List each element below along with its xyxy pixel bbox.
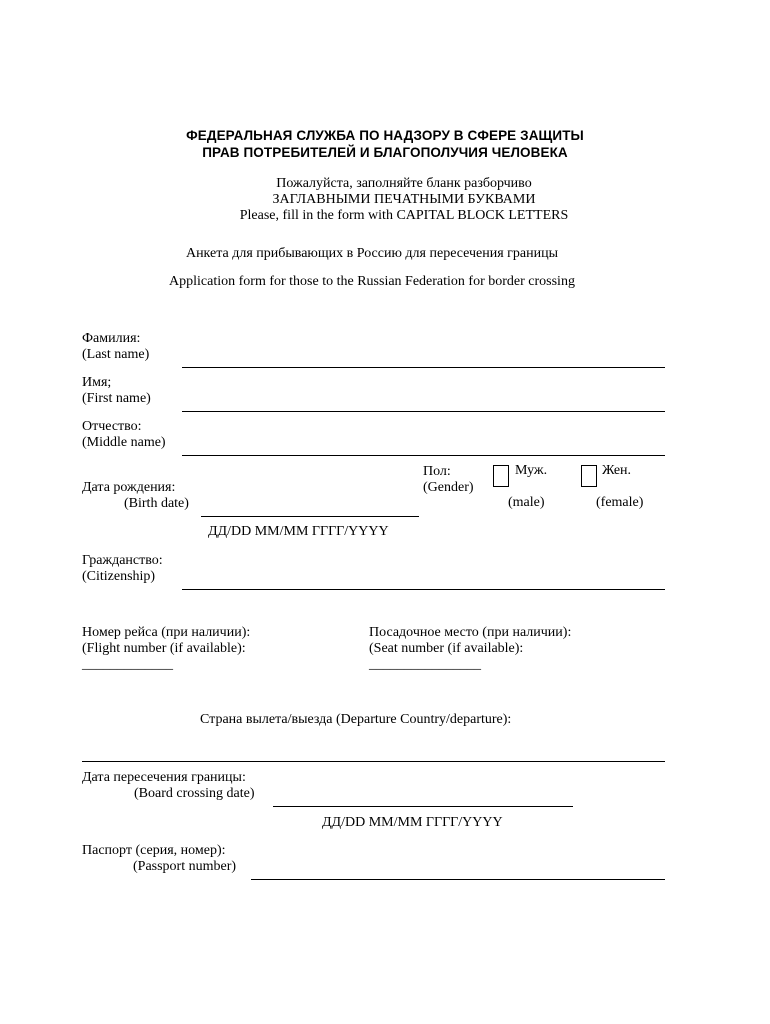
crossing-date-label-en: (Board crossing date) <box>134 786 255 801</box>
passport-label-en: (Passport number) <box>133 859 237 874</box>
first-name-label-en: (First name) <box>82 391 151 406</box>
male-label-en: (male) <box>508 495 545 510</box>
agency-title-line1: ФЕДЕРАЛЬНАЯ СЛУЖБА ПО НАДЗОРУ В СФЕРЕ ЗАЩИТЫ <box>186 128 584 143</box>
birth-date-label-en: (Birth date) <box>124 496 189 511</box>
flight-label-ru: Номер рейса (при наличии): <box>82 625 251 640</box>
male-label-ru: Муж. <box>515 463 548 478</box>
first-name-label-ru: Имя; <box>82 375 112 390</box>
last-name-field[interactable] <box>182 367 665 368</box>
passport-number-field[interactable] <box>251 879 665 880</box>
form-subtitle-en: Application form for those to the Russian Federation for border crossing <box>169 274 575 289</box>
citizenship-field[interactable] <box>182 589 665 590</box>
female-label-ru: Жен. <box>602 463 632 478</box>
departure-country-field[interactable] <box>82 761 665 762</box>
flight-label-en: (Flight number (if available): <box>82 641 246 656</box>
citizenship-label-ru: Гражданство: <box>82 553 163 568</box>
crossing-date-label-ru: Дата пересечения границы: <box>82 770 246 785</box>
passport-label-ru: Паспорт (серия, номер): <box>82 843 226 858</box>
birth-date-field[interactable] <box>201 516 419 517</box>
middle-name-label-en: (Middle name) <box>82 435 166 450</box>
instruction-en: Please, fill in the form with CAPITAL BLOCK LETTERS <box>239 208 569 223</box>
gender-label-en: (Gender) <box>423 480 474 495</box>
female-checkbox[interactable] <box>581 465 597 487</box>
middle-name-field[interactable] <box>182 455 665 456</box>
departure-country-label: Страна вылета/выезда (Departure Country/departure): <box>200 712 512 727</box>
seat-label-en: (Seat number (if available): <box>369 641 524 656</box>
gender-label-ru: Пол: <box>423 464 451 479</box>
birth-date-format: ДД/DD ММ/MM ГГГГ/YYYY <box>208 524 389 539</box>
first-name-field[interactable] <box>182 411 665 412</box>
birth-date-label-ru: Дата рождения: <box>82 480 176 495</box>
male-checkbox[interactable] <box>493 465 509 487</box>
agency-title-line2: ПРАВ ПОТРЕБИТЕЛЕЙ И БЛАГОПОЛУЧИЯ ЧЕЛОВЕКА <box>202 145 568 160</box>
middle-name-label-ru: Отчество: <box>82 419 142 434</box>
citizenship-label-en: (Citizenship) <box>82 569 156 584</box>
last-name-label-en: (Last name) <box>82 347 150 362</box>
flight-number-field[interactable]: _____________ <box>82 657 173 672</box>
instruction-ru-1: Пожалуйста, заполняйте бланк разборчиво <box>276 176 532 191</box>
seat-number-field[interactable]: ________________ <box>369 657 481 672</box>
crossing-date-field[interactable] <box>273 806 573 807</box>
instruction-ru-2: ЗАГЛАВНЫМИ ПЕЧАТНЫМИ БУКВАМИ <box>272 192 536 207</box>
crossing-date-format: ДД/DD ММ/MM ГГГГ/YYYY <box>322 815 503 830</box>
last-name-label-ru: Фамилия: <box>82 331 141 346</box>
form-subtitle-ru: Анкета для прибывающих в Россию для пересечения границы <box>185 246 559 261</box>
female-label-en: (female) <box>596 495 644 510</box>
seat-label-ru: Посадочное место (при наличии): <box>369 625 572 640</box>
